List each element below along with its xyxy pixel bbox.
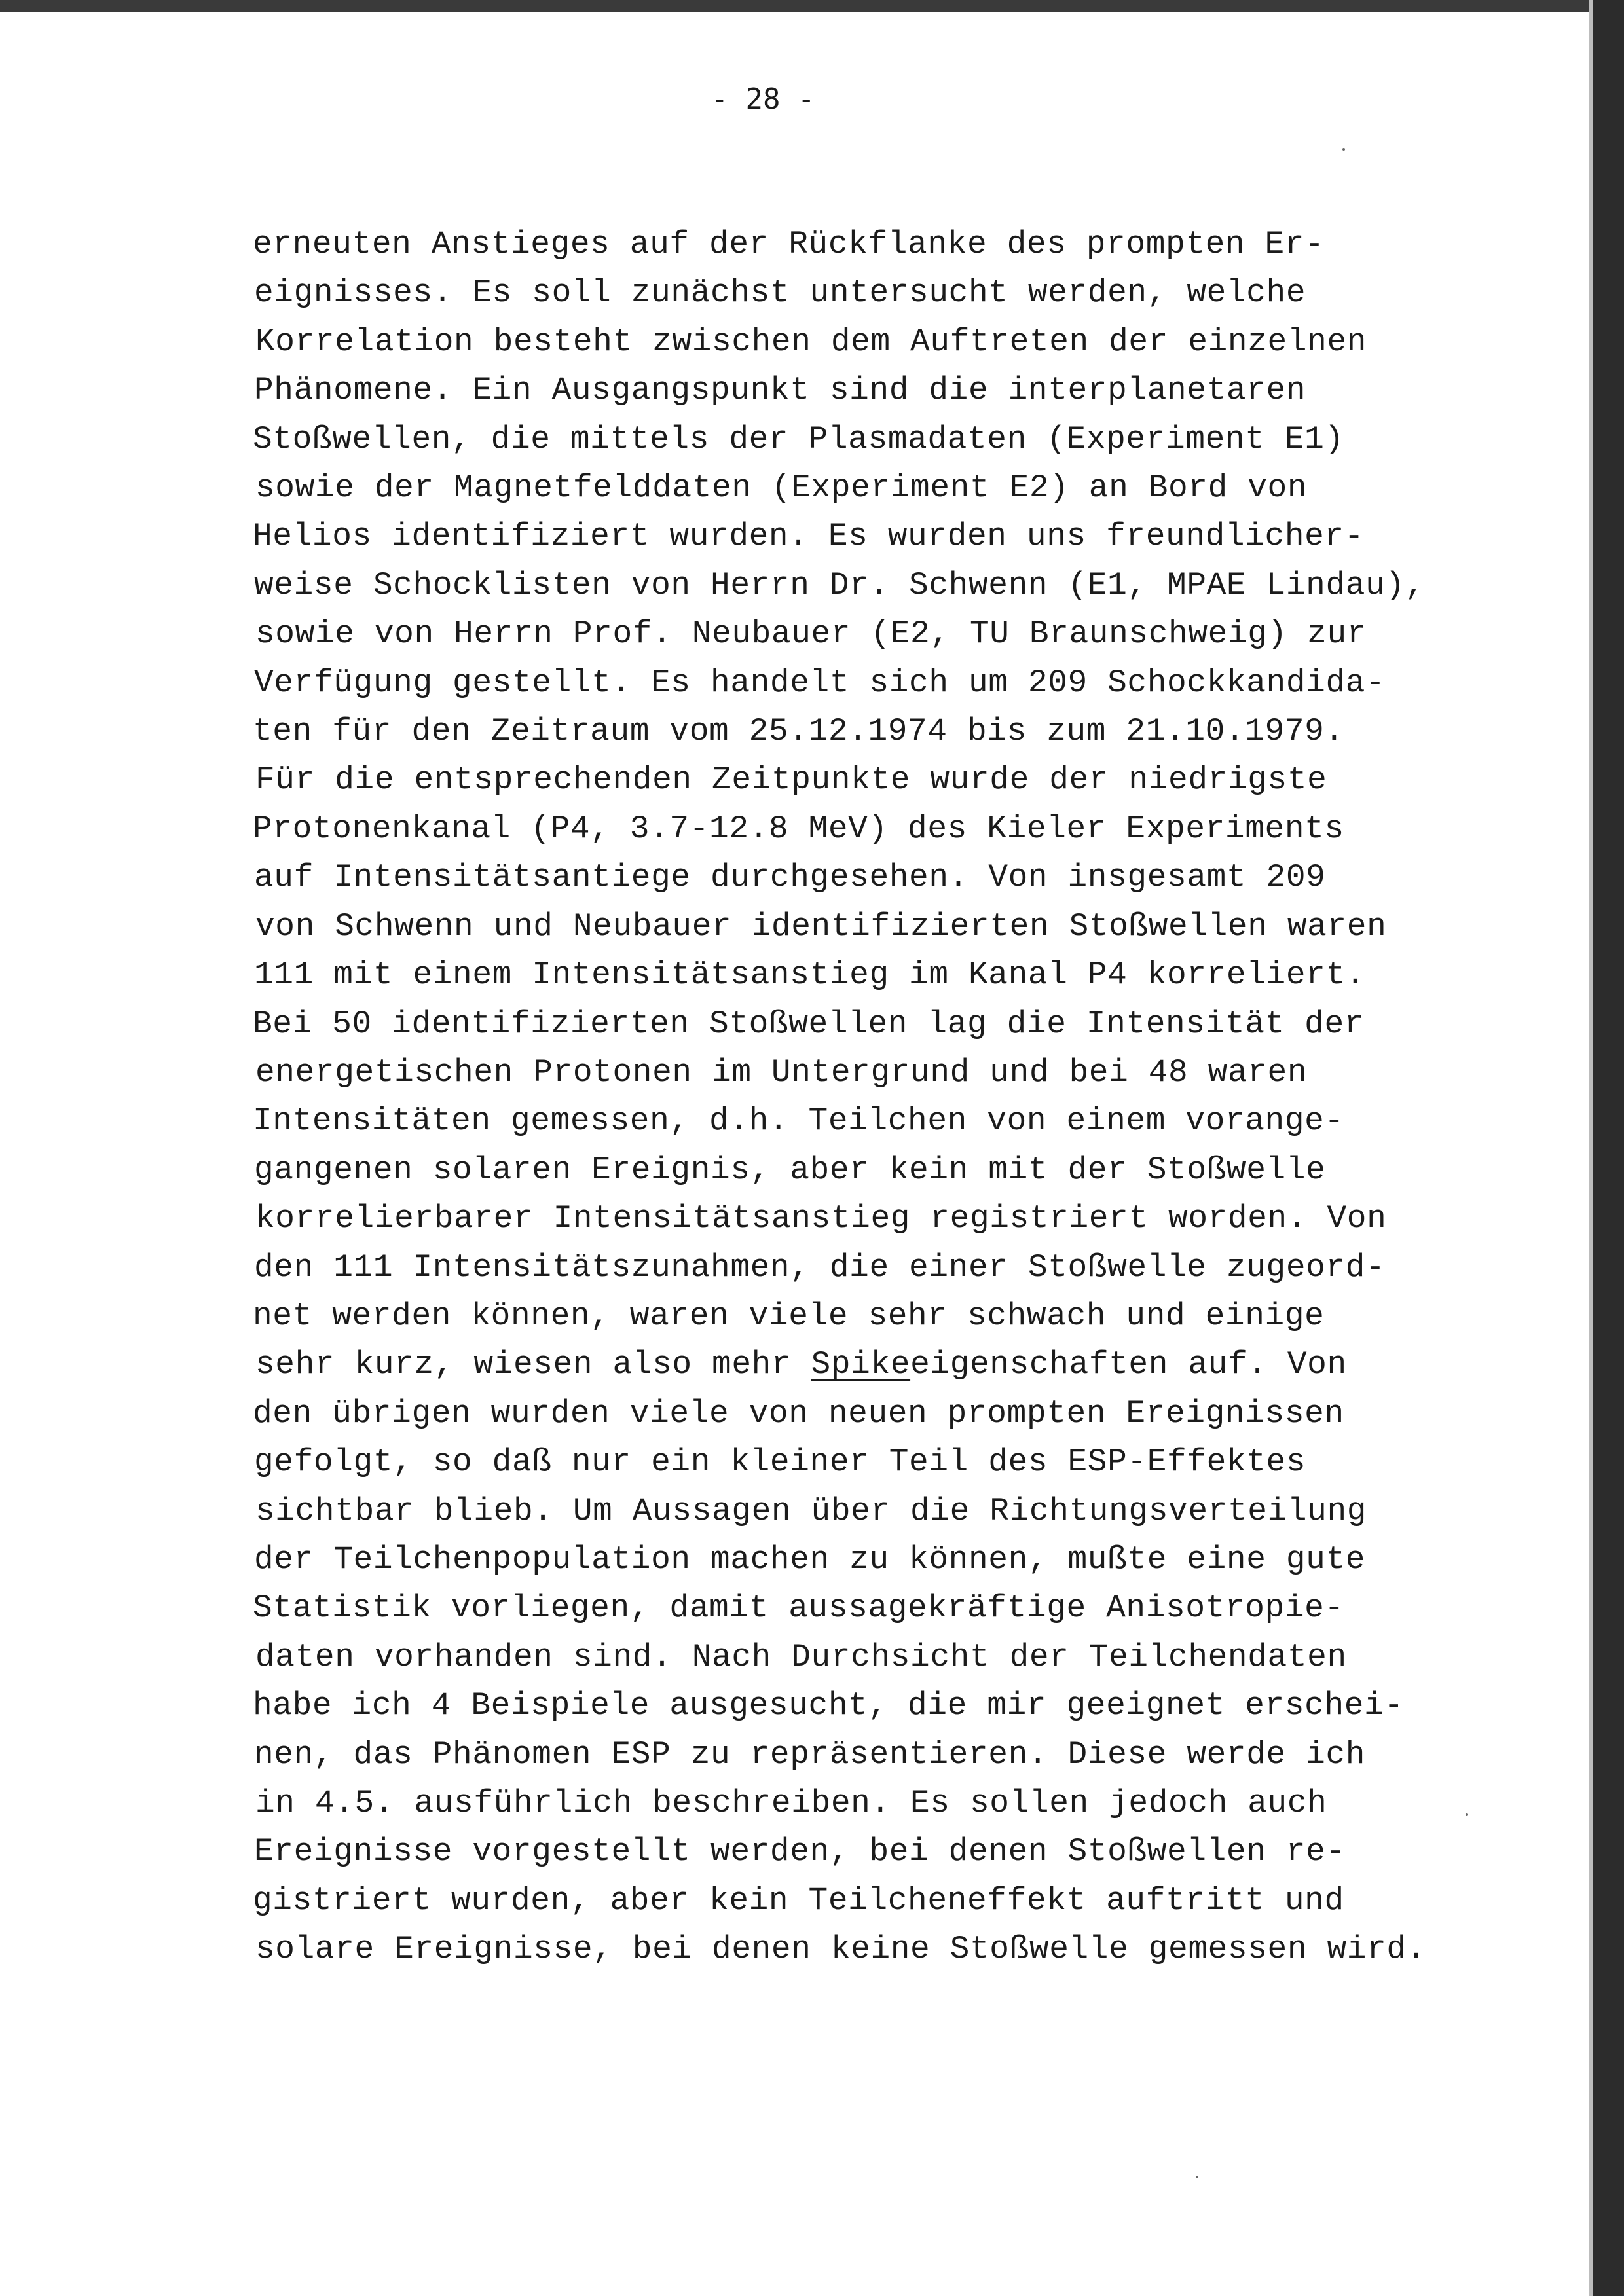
text-line: gistriert wurden, aber kein Teilcheneffekt auftritt und [253,1882,1344,1919]
text-line: Ereignisse vorgestellt werden, bei denen Stoßwellen re- [254,1833,1346,1870]
text-segment: sehr kurz, wiesen also mehr [255,1346,811,1383]
text-line: Helios identifiziert wurden. Es wurden uns freundlicher- [253,518,1365,555]
text-line: 111 mit einem Intensitätsanstieg im Kanal P4 korreliert. [254,957,1366,994]
text-line: gangenen solaren Ereignis, aber kein mit der Stoßwelle [254,1151,1326,1188]
scan-speck [1466,1813,1468,1816]
body-text [253,220,1497,1974]
text-line: solare Ereignisse, bei denen keine Stoßwelle gemessen wird. [255,1931,1426,1968]
text-line: Verfügung gestellt. Es handelt sich um 209 Schockkandida- [254,664,1386,701]
text-line: von Schwenn und Neubauer identifizierten Stoßwellen waren [255,907,1387,945]
underlined-word: Spike [811,1346,911,1383]
text-line: Korrelation besteht zwischen dem Auftreten der einzelnen [255,323,1367,360]
text-line: Phänomene. Ein Ausgangspunkt sind die interplanetaren [254,372,1306,409]
text-line: sichtbar blieb. Um Aussagen über die Richtungsverteilung [255,1492,1367,1529]
text-line: korrelierbarer Intensitätsanstieg registriert worden. Von [255,1200,1387,1237]
page-number: - 28 - [710,82,815,116]
text-line: Statistik vorliegen, damit aussagekräftige Anisotropie- [253,1590,1344,1627]
text-line: ten für den Zeitraum vom 25.12.1974 bis zum 21.10.1979. [253,713,1344,750]
text-line: Protonenkanal (P4, 3.7-12.8 MeV) des Kieler Experiments [253,810,1344,847]
text-line: sowie von Herrn Prof. Neubauer (E2, TU Braunschweig) zur [255,615,1367,653]
scan-speck [1196,2176,1198,2178]
text-line: in 4.5. ausführlich beschreiben. Es sollen jedoch auch [255,1785,1327,1821]
text-line-spike [253,1340,1497,1389]
text-line: energetischen Protonen im Untergrund und bei 48 waren [255,1053,1308,1091]
text-line: Bei 50 identifizierten Stoßwellen lag die Intensität der [253,1005,1365,1042]
text-line: Für die entsprechenden Zeitpunkte wurde der niedrigste [255,761,1327,799]
text-line: Intensitäten gemessen, d.h. Teilchen von einem vorange- [253,1102,1344,1140]
text-line: eignisses. Es soll zunächst untersucht werden, welche [254,274,1306,312]
text-line: auf Intensitätsantiege durchgesehen. Von insgesamt 209 [254,859,1326,896]
text-line: gefolgt, so daß nur ein kleiner Teil des ESP-Effektes [254,1444,1306,1481]
text-line: den 111 Intensitätszunahmen, die einer Stoßwelle zugeord- [254,1248,1386,1286]
text-line: der Teilchenpopulation machen zu können, mußte eine gute [254,1540,1366,1578]
scan-border-right [1593,0,1624,2296]
document-page [0,12,1589,2296]
text-line: net werden können, waren viele sehr schwach und einige [253,1297,1325,1334]
text-line: erneuten Anstieges auf der Rückflanke des prompten Er- [253,226,1325,263]
text-line: den übrigen wurden viele von neuen prompten Ereignissen [253,1394,1344,1432]
text-line: weise Schocklisten von Herrn Dr. Schwenn (E1, MPAE Lindau), [254,566,1425,604]
text-line: daten vorhanden sind. Nach Durchsicht der Teilchendaten [255,1638,1347,1675]
text-line: Stoßwellen, die mittels der Plasmadaten (Experiment E1) [253,420,1344,458]
text-line: sowie der Magnetfelddaten (Experiment E2) an Bord von [255,469,1308,507]
text-line: habe ich 4 Beispiele ausgesucht, die mir geeignet erschei- [253,1687,1404,1724]
scan-speck [1342,148,1345,151]
scan-border-top [0,0,1624,12]
text-line: nen, das Phänomen ESP zu repräsentieren. Diese werde ich [254,1736,1366,1773]
text-segment: eigenschaften auf. Von [910,1346,1347,1383]
